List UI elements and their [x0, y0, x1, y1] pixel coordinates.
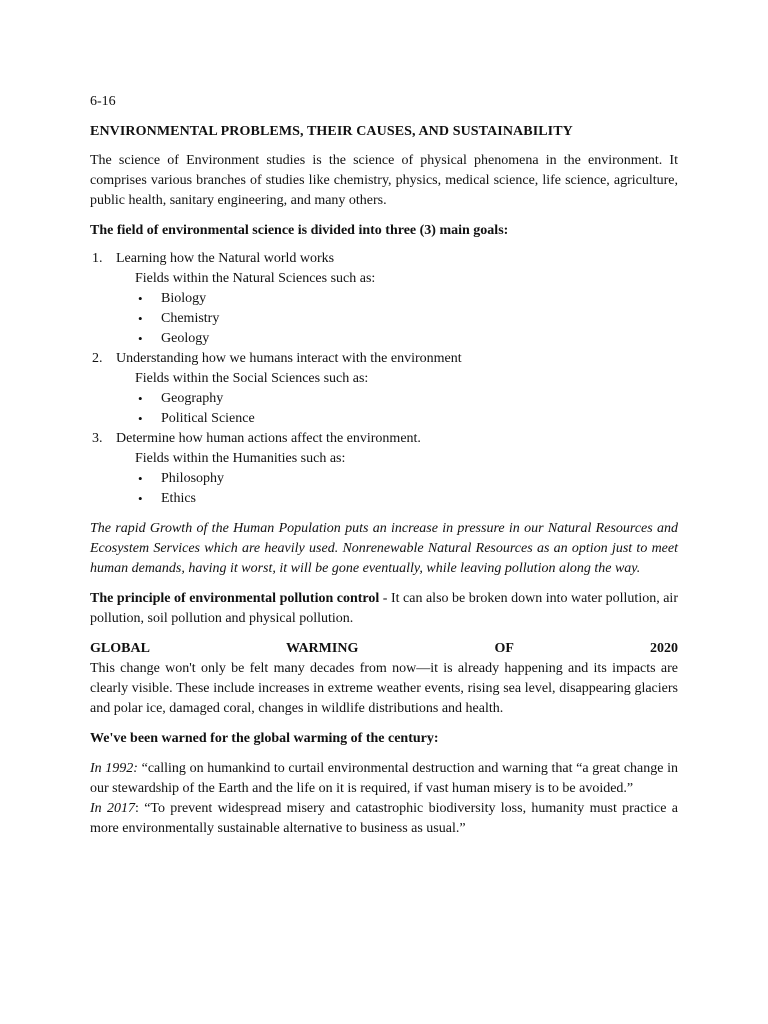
- list-item: [90, 489, 678, 509]
- goal-number: 2.: [92, 351, 103, 366]
- quote-year: In 2017: [90, 801, 135, 816]
- list-item-label: Ethics: [161, 491, 196, 506]
- list-item: [90, 409, 678, 429]
- document-title: ENVIRONMENTAL PROBLEMS, THEIR CAUSES, AND SUSTAINABILITY: [90, 124, 573, 139]
- document-page: [90, 92, 678, 839]
- list-item-label: Biology: [161, 291, 207, 306]
- list-item-label: Chemistry: [161, 311, 220, 326]
- global-warming-paragraph: This change won't only be felt many decades from now—it is already happening and its impacts are clearly visible. These include increases in extreme weather events, rising sea level, disappearing glaciers and polar ice, damaged coral, changes in wildlife distributions and health.: [90, 661, 678, 716]
- goal-subheading: Fields within the Humanities such as:: [135, 451, 346, 466]
- list-item: [90, 329, 678, 349]
- warned-heading: We've been warned for the global warming of the century:: [90, 731, 439, 746]
- pollution-definition: - It can also be broken down into water pollution, air pollution, soil pollution and physical pollution.: [90, 591, 678, 626]
- goal-label: Learning how the Natural world works: [116, 251, 335, 266]
- bullet-icon: •: [138, 491, 143, 506]
- list-item: [90, 289, 678, 309]
- bullet-icon: •: [138, 311, 143, 326]
- heading-word: OF: [494, 641, 514, 656]
- list-item-label: Philosophy: [161, 471, 225, 486]
- goal-item: [90, 249, 678, 269]
- pollution-paragraph: [90, 589, 678, 629]
- goal-number: 1.: [92, 251, 103, 266]
- goals-list: [90, 249, 678, 509]
- goal-subheading: Fields within the Social Sciences such as:: [135, 371, 369, 386]
- list-item: [90, 309, 678, 329]
- quote-year: In 1992:: [90, 761, 138, 776]
- bullet-icon: •: [138, 331, 143, 346]
- list-item-label: Political Science: [161, 411, 255, 426]
- list-item-label: Geography: [161, 391, 224, 406]
- bullet-icon: •: [138, 291, 143, 306]
- heading-word: WARMING: [286, 641, 359, 656]
- goals-heading: The field of environmental science is divided into three (3) main goals:: [90, 223, 509, 238]
- population-paragraph: The rapid Growth of the Human Population puts an increase in pressure in our Natural Resources and Ecosystem Services which are heavily used. Nonrenewable Natural Resources as an option just to meet human demands, having it worst, it will be gone eventually, while leaving pollution along the way.: [90, 521, 678, 576]
- list-item: [90, 389, 678, 409]
- quote-text: “calling on humankind to curtail environmental destruction and warning that “a great change in our stewardship of the Earth and the life on it is required, if vast human misery is to be avoided.”: [90, 761, 678, 796]
- list-item: [90, 469, 678, 489]
- goal-number: 3.: [92, 431, 103, 446]
- global-warming-heading: [90, 639, 678, 659]
- heading-word: 2020: [649, 641, 678, 656]
- quote-text: : “To prevent widespread misery and catastrophic biodiversity loss, humanity must practice a more environmentally sustainable alternative to business as usual.”: [90, 801, 678, 836]
- goal-label: Understanding how we humans interact with the environment: [116, 351, 462, 366]
- goal-subheading: Fields within the Natural Sciences such as:: [135, 271, 376, 286]
- bullet-icon: •: [138, 471, 143, 486]
- page-number: 6-16: [90, 94, 116, 109]
- goal-item: [90, 349, 678, 369]
- intro-paragraph: The science of Environment studies is the science of physical phenomena in the environment. It comprises various branches of studies like chemistry, physics, medical science, life science, agriculture, public health, sanitary engineering, and many others.: [90, 153, 678, 208]
- goal-label: Determine how human actions affect the environment.: [116, 431, 421, 446]
- bullet-icon: •: [138, 391, 143, 406]
- goal-item: [90, 429, 678, 449]
- bullet-icon: •: [138, 411, 143, 426]
- pollution-term: The principle of environmental pollution control: [90, 591, 380, 606]
- heading-word: GLOBAL: [90, 641, 150, 656]
- quote-1992: [90, 759, 678, 799]
- quote-2017: [90, 799, 678, 839]
- list-item-label: Geology: [161, 331, 210, 346]
